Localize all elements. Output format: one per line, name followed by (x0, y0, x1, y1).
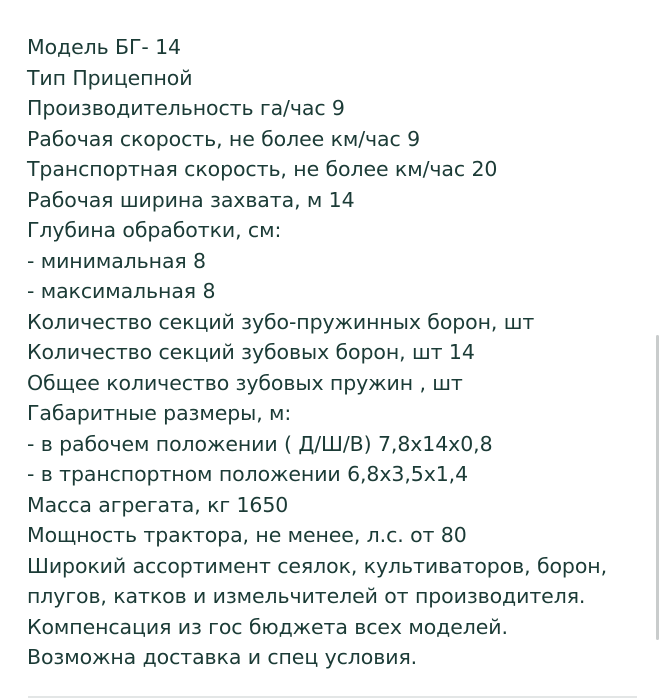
text-line-tractor-power: Мощность трактора, не менее, л.с. от 80 (27, 523, 467, 547)
text-line-spring-count: Общее количество зубовых пружин , шт (27, 370, 463, 395)
text-line-compensation: Компенсация из гос бюджета всех моделей. (27, 614, 508, 639)
text-line-spring-sections: Количество секций зубо-пружинных борон, шт (27, 309, 535, 334)
text-line-delivery: Возможна доставка и спец условия. (27, 645, 418, 669)
text-line-working-width: Рабочая ширина захвата, м 14 (27, 187, 355, 212)
text-line-dimensions-heading: Габаритные размеры, м: (27, 401, 292, 425)
text-line-dimensions-transport: - в транспортном положении 6,8х3,5х1,4 (27, 462, 469, 486)
text-line-model: Модель БГ- 14 (27, 35, 181, 59)
post-text (27, 32, 647, 673)
text-line-depth-min: - минимальная 8 (27, 248, 206, 273)
text-line-productivity: Производительность га/час 9 (27, 96, 345, 120)
text-line-type: Тип Прицепной (27, 65, 193, 90)
text-line-depth-heading: Глубина обработки, см: (27, 218, 282, 242)
vertical-scrollbar[interactable] (656, 335, 659, 640)
text-line-assortment-2: плугов, катков и измельчителей от производителя. (27, 584, 586, 608)
text-line-dimensions-working: - в рабочем положении ( Д/Ш/В) 7,8х14х0,8 (27, 431, 493, 456)
text-line-assortment-1: Широкий ассортимент сеялок, культиваторов, борон, (27, 553, 608, 578)
text-line-working-speed: Рабочая скорость, не более км/час 9 (27, 126, 421, 151)
text-line-tooth-sections: Количество секций зубовых борон, шт 14 (27, 340, 475, 364)
text-line-depth-max: - максимальная 8 (27, 279, 216, 303)
bottom-divider (28, 696, 637, 698)
text-line-mass: Масса агрегата, кг 1650 (27, 492, 289, 517)
text-line-transport-speed: Транспортная скорость, не более км/час 20 (27, 157, 498, 181)
